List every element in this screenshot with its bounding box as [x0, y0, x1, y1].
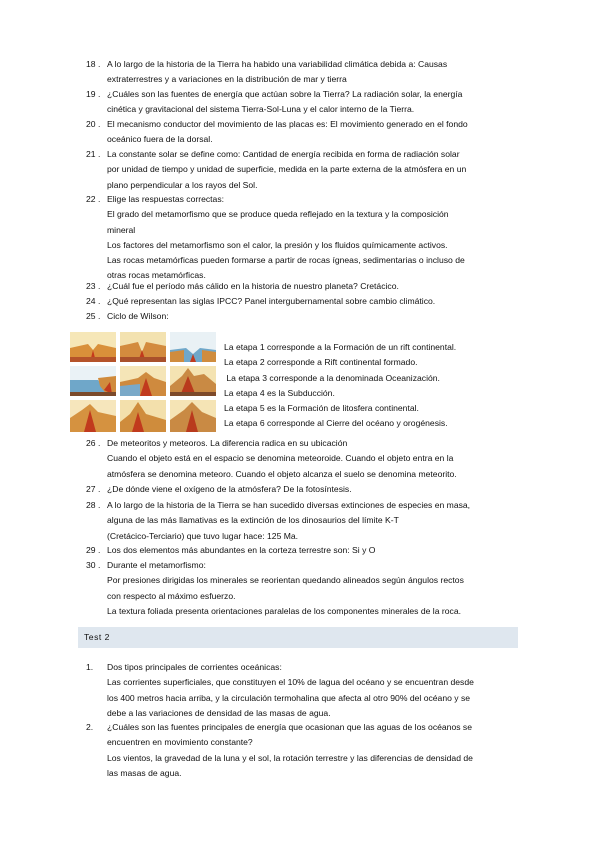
- item-number: 19 .: [86, 89, 101, 99]
- item-number: 27 .: [86, 484, 101, 494]
- item-number: 21 .: [86, 149, 101, 159]
- item-line: El mecanismo conductor del movimiento de las placas es: El movimiento generado en el fondo: [107, 119, 468, 129]
- wilson-stage: La etapa 4 es la Subducción.: [224, 387, 335, 398]
- section-title: Test 2: [84, 632, 110, 642]
- item-number: 23 .: [86, 281, 101, 291]
- item-line: ¿De dónde viene el oxígeno de la atmósfera? De la fotosíntesis.: [107, 484, 352, 494]
- item-number: 22 .: [86, 194, 101, 204]
- wilson-stage: La etapa 6 corresponde al Cierre del océano y orogénesis.: [224, 418, 448, 429]
- item-line: Cuando el objeto está en el espacio se denomina meteoroide. Cuando el objeto entra en la: [107, 453, 454, 464]
- item-line: extraterrestres y a variaciones en la distribución de mar y tierra: [107, 74, 347, 85]
- item-number: 26 .: [86, 438, 101, 448]
- item-line: ¿Qué representan las siglas IPCC? Panel intergubernamental sobre cambio climático.: [107, 296, 436, 306]
- item-number: 29 .: [86, 545, 101, 555]
- item-number: 18 .: [86, 59, 101, 69]
- item-line: los 400 metros hacia arriba, y la circulación termohalina que afecta al otro 90% del océano y se: [107, 692, 471, 703]
- item-line: ¿Cuáles son las fuentes principales de energía que ocasionan que las aguas de los océanos se: [107, 722, 472, 732]
- item-line: cinética y gravitacional del sistema Tierra-Sol-Luna y el calor interno de la Tierra.: [107, 104, 415, 115]
- item-line: El grado del metamorfismo que se produce queda reflejado en la textura y la composición: [107, 209, 449, 220]
- item-number: 30 .: [86, 560, 101, 570]
- item-line: por unidad de tiempo y unidad de superficie, medida en la parte externa de la atmósfera en un: [107, 164, 467, 175]
- item-line: atmósfera se denomina meteoro. Cuando el objeto alcanza el suelo se denomina meteorito.: [107, 468, 457, 479]
- item-number: 25 .: [86, 311, 101, 321]
- section-header-bar: [78, 627, 518, 648]
- item-line: Las corrientes superficiales, que constituyen el 10% de lagua del océano y se encuentran desde: [107, 677, 474, 688]
- wilson-stage: La etapa 5 es la Formación de litosfera continental.: [224, 403, 419, 414]
- item-line: La constante solar se define como: Cantidad de energía recibida en forma de radiación solar: [107, 149, 460, 159]
- item-number: 24 .: [86, 296, 101, 306]
- wilson-stage-list: [224, 340, 456, 432]
- item-line: (Cretácico-Terciario) que tuvo lugar hace: 125 Ma.: [107, 530, 299, 541]
- item-line: oceánico fuera de la dorsal.: [107, 134, 213, 145]
- item-line: Las rocas metamórficas pueden formarse a partir de rocas ígneas, sedimentarias o incluso de: [107, 255, 465, 266]
- item-line: con respecto al máximo esfuerzo.: [107, 590, 236, 601]
- item-number: 20 .: [86, 119, 101, 129]
- item-number: 28 .: [86, 500, 101, 510]
- item-line: ¿Cuáles son las fuentes de energía que actúan sobre la Tierra? La radiación solar, la energía: [107, 89, 463, 99]
- item-line: A lo largo de la historia de la Tierra ha habido una variabilidad climática debida a: Causas: [107, 59, 448, 69]
- wilson-cycle-figure: [68, 330, 218, 434]
- item-line: Los factores del metamorfismo son el calor, la presión y los fluidos químicamente activos.: [107, 239, 448, 250]
- item-line: Los vientos, la gravedad de la luna y el sol, la rotación terrestre y las diferencias de densidad de: [107, 752, 473, 763]
- item-line: Por presiones dirigidas los minerales se reorientan quedando alineados según ángulos rectos: [107, 575, 464, 586]
- wilson-stage: La etapa 1 corresponde a la Formación de un rift continental.: [224, 342, 457, 352]
- item-line: Dos tipos principales de corrientes oceánicas:: [107, 662, 282, 672]
- wilson-stage: La etapa 3 corresponde a la denominada Oceanización.: [224, 372, 440, 383]
- item-number: 2.: [86, 722, 94, 732]
- item-line: las masas de agua.: [107, 767, 182, 778]
- item-line: Durante el metamorfismo:: [107, 560, 206, 570]
- wilson-stage: La etapa 2 corresponde a Rift continental formado.: [224, 357, 418, 368]
- item-line: Los dos elementos más abundantes en la corteza terrestre son: Si y O: [107, 545, 376, 555]
- item-line: alguna de las más llamativas es la extinción de los dinosaurios del límite K-T: [107, 515, 399, 526]
- item-line: mineral: [107, 224, 136, 235]
- item-line: otras rocas metamórficas.: [107, 270, 206, 281]
- item-number: 1.: [86, 662, 94, 672]
- item-line: Elige las respuestas correctas:: [107, 194, 225, 204]
- item-line: Ciclo de Wilson:: [107, 311, 169, 321]
- item-line: A lo largo de la historia de la Tierra se han sucedido diversas extinciones de especies en masa,: [107, 500, 471, 510]
- item-line: La textura foliada presenta orientaciones paralelas de los componentes minerales de la roca.: [107, 605, 461, 616]
- item-line: plano perpendicular a los rayos del Sol.: [107, 179, 258, 190]
- item-line: debe a las variaciones de densidad de las masas de agua.: [107, 707, 331, 718]
- item-line: De meteoritos y meteoros. La diferencia radica en su ubicación: [107, 438, 348, 448]
- item-line: encuentren en movimiento constante?: [107, 737, 253, 748]
- item-line: ¿Cuál fue el período más cálido en la historia de nuestro planeta? Cretácico.: [107, 281, 399, 291]
